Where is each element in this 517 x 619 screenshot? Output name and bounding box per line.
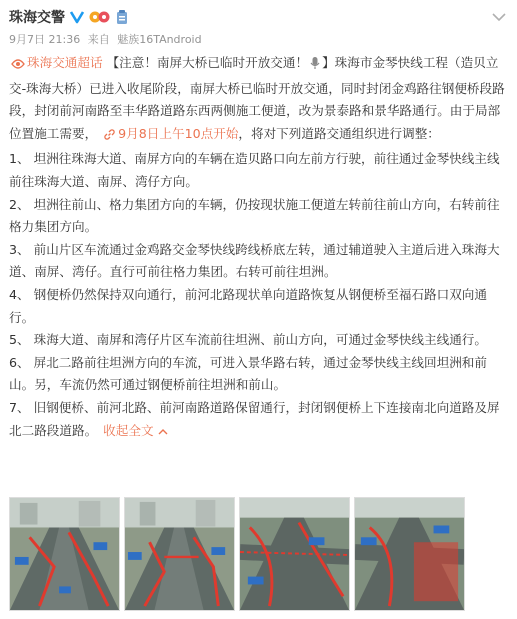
list-item: 1、 坦洲往珠海大道、南屏方向的车辆在造贝路口向左前方行驶，前往通过金琴快线主线前往珠海大道、南屏、湾仔方向。	[9, 151, 500, 189]
collapse-label: 收起全文	[103, 422, 154, 438]
list-item: 6、 屏北二路前往坦洲方向的车流，可进入景华路右转，通过金琴快线主线回坦洲和前山。另，车流仍然可通过钢便桥前往坦洲和前山。	[9, 354, 487, 393]
road-map-image-icon	[125, 498, 234, 610]
member-icon[interactable]	[115, 9, 129, 25]
image-thumbnail-4[interactable]	[354, 497, 465, 611]
post-title: 【注意！南屏大桥已临时开放交通！	[106, 55, 309, 70]
post-paragraph-1: 珠海市金琴快线工程（造贝立交-珠海大桥）已进入收尾阶段，南屏大桥已临时开放交通，同时封闭金鸡路往钢便桥段路段，封闭前河南路至丰华路道路东西两侧施工便道，改为景泰路和景华路通行。由于局部位置施工需要，	[9, 55, 505, 141]
list-item-last	[9, 397, 507, 442]
author-row	[9, 6, 509, 28]
image-thumbnail-1[interactable]	[9, 497, 120, 611]
time-link[interactable]: 9月8日上午10点开始	[118, 125, 239, 141]
post-paragraph-1-end: ，将对下列道路交通组织进行调整：	[238, 125, 440, 141]
author-name[interactable]: 珠海交警	[9, 10, 65, 26]
chevron-down-icon[interactable]	[489, 8, 509, 26]
microphone-icon	[310, 55, 320, 78]
road-map-image-icon	[240, 498, 349, 610]
link-icon	[103, 126, 116, 149]
post-timestamp[interactable]: 9月7日 21:36	[9, 33, 81, 46]
road-map-image-icon	[10, 498, 119, 610]
list-item: 2、 坦洲往前山、格力集团方向的车辆，仍按现状施工便道左转前往前山方向，右转前往格力集团方向。	[9, 196, 500, 235]
post-header	[9, 6, 509, 52]
list-item-text: 7、 旧钢便桥、前河北路、前河南路道路保留通行，封闭钢便桥上下连接南北向道路及屏北二路段道路。	[9, 399, 500, 438]
super-topic-link[interactable]: 珠海交通超话	[27, 55, 103, 70]
super-topic-icon	[11, 55, 25, 78]
image-thumbnail-3[interactable]	[239, 497, 350, 611]
list-item: 4、 钢便桥仍然保持双向通行，前河北路现状单向道路恢复从钢便桥至福石路口双向通行。	[9, 286, 487, 325]
image-gallery	[9, 497, 509, 611]
post-source[interactable]: 魅族16TAndroid	[117, 33, 202, 46]
road-map-image-icon	[355, 498, 464, 610]
chevron-up-icon	[158, 428, 168, 435]
source-prefix: 来自	[87, 33, 110, 46]
post-title-end: 】	[322, 55, 335, 70]
post-meta	[9, 31, 509, 47]
collapse-button[interactable]	[103, 423, 167, 438]
list-item: 5、 珠海大道、南屏和湾仔片区车流前往坦洲、前山方向，可通过金琴快线主线通行。	[9, 332, 487, 348]
list-item: 3、 前山片区车流通过金鸡路交金琴快线跨线桥底左转，通过辅道驶入主道后进入珠海大道、南屏、湾仔。直行可前往格力集团。右转可前往坦洲。	[9, 241, 500, 280]
level-badge-icon[interactable]	[89, 9, 111, 25]
post-content	[9, 52, 507, 442]
verified-icon[interactable]	[69, 9, 85, 25]
image-thumbnail-2[interactable]	[124, 497, 235, 611]
